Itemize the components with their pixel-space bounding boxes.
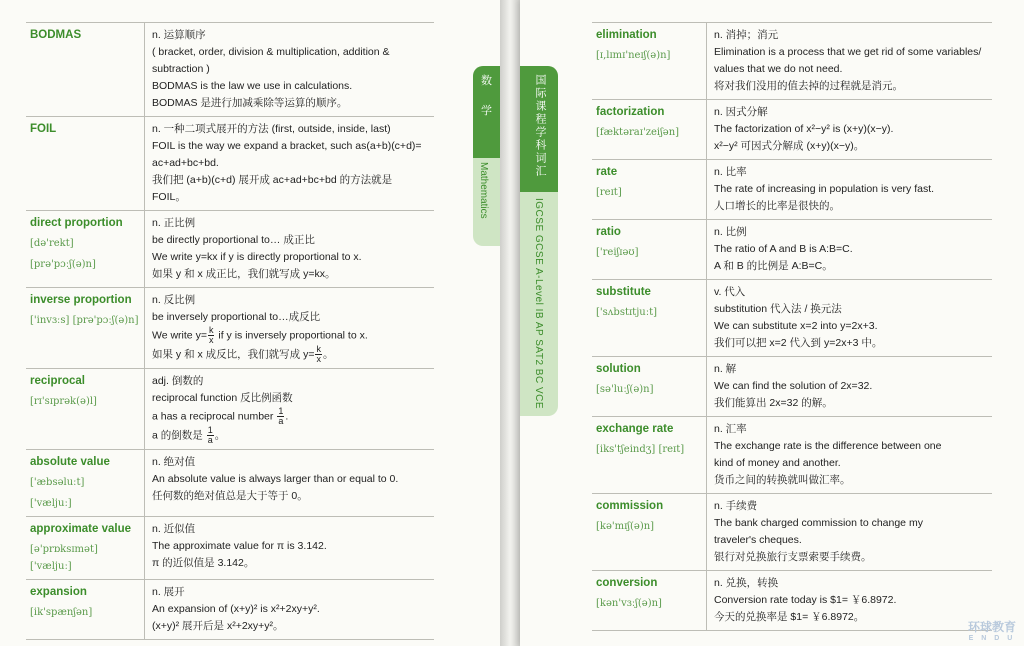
- vocab-entry: [592, 22, 992, 100]
- definition-line: substitution 代入法 / 换元法: [714, 303, 842, 315]
- vocab-word: BODMAS: [30, 29, 82, 41]
- vocab-word: solution: [596, 363, 641, 375]
- vocab-pronunciation: [reɪt]: [596, 187, 622, 198]
- definition-line: be inversely proportional to…成反比: [152, 311, 321, 323]
- vocab-pos-meaning: v. 代入: [714, 286, 746, 298]
- definition-line: We can find the solution of 2x=32.: [714, 380, 873, 392]
- vocab-pronunciation: ['reiʃɪəʊ]: [596, 247, 639, 258]
- vocab-pronunciation: [sə'luːʃ(ə)n]: [596, 384, 654, 395]
- definition-line: ac+ad+bc+bd.: [152, 157, 219, 169]
- vocab-entry: [26, 580, 434, 640]
- definition-line: x²−y² 可因式分解成 (x+y)(x−y)。: [714, 140, 865, 152]
- definition-line: 我们可以把 x=2 代入到 y=2x+3 中。: [714, 337, 883, 349]
- fraction-numerator: k: [316, 344, 321, 354]
- definition-line: (x+y)² 展开后是 x²+2xy+y²。: [152, 620, 284, 632]
- definition-line: A 和 B 的比例是 A:B=C。: [714, 260, 833, 272]
- vocab-term: [592, 571, 706, 630]
- vocab-word: substitute: [596, 286, 651, 298]
- vocab-pronunciation: [ɪ,lɪmɪ'neɪʃ(ə)n]: [596, 50, 671, 61]
- fraction-line: [152, 345, 428, 364]
- vocab-word: commission: [596, 500, 664, 512]
- vocab-pronunciation: [prə'pɔːʃ(ə)n]: [30, 259, 96, 270]
- fraction-line: [152, 326, 428, 345]
- subject-tab-en: Mathematics: [478, 162, 489, 219]
- definition-line: BODMAS 是进行加减乘除等运算的顺序。: [152, 97, 348, 109]
- vocab-term: [592, 494, 706, 570]
- left-vocab-table: [26, 22, 434, 640]
- fraction-post: 。: [322, 348, 334, 361]
- fraction-pre: a 的倒数是: [152, 429, 206, 442]
- vocab-pos-meaning: n. 手续费: [714, 500, 758, 512]
- fraction-pre: a has a reciprocal number: [152, 410, 277, 423]
- vocab-pronunciation: [rɪ'sɪprək(ə)l]: [30, 396, 97, 407]
- definition-line: FOIL is the way we expand a bracket, such as(a+b)(c+d)=: [152, 140, 422, 152]
- fraction-post: if y is inversely proportional to x.: [215, 329, 368, 342]
- vocab-entry: [26, 288, 434, 369]
- vocab-term: [26, 288, 144, 368]
- vocab-pos-meaning: n. 比例: [714, 226, 747, 238]
- vocab-term: [592, 160, 706, 219]
- vocab-definition: [706, 571, 992, 630]
- vocab-pronunciation: ['æbsəluːt]: [30, 477, 85, 488]
- vocab-word: inverse proportion: [30, 294, 132, 306]
- vocab-pos-meaning: n. 比率: [714, 166, 747, 178]
- vocab-definition: [144, 450, 434, 516]
- definition-line: 我们能算出 2x=32 的解。: [714, 397, 833, 409]
- vocab-definition: [706, 160, 992, 219]
- vocab-pos-meaning: n. 汇率: [714, 423, 747, 435]
- definition-line: π 的近似值是 3.142。: [152, 557, 255, 569]
- vocab-pos-meaning: n. 因式分解: [714, 106, 768, 118]
- vocab-definition: [706, 494, 992, 570]
- vocab-entry: [592, 494, 992, 571]
- definition-line: The exchange rate is the difference between one: [714, 440, 942, 452]
- vocab-word: absolute value: [30, 456, 110, 468]
- definition-line: Conversion rate today is $1= ￥6.8972.: [714, 594, 897, 606]
- vocab-term: [26, 23, 144, 116]
- subject-tab-zh-char: 学: [481, 105, 492, 117]
- definition-line: The rate of increasing in population is very fast.: [714, 183, 935, 195]
- vocab-term: [26, 369, 144, 449]
- vocab-pos-meaning: n. 正比例: [152, 217, 196, 229]
- glossary-tab[interactable]: [520, 66, 558, 416]
- vocab-pos-meaning: n. 展开: [152, 586, 185, 598]
- vocab-pos-meaning: adj. 倒数的: [152, 375, 204, 387]
- vocab-pos-meaning: n. 一种二项式展开的方法 (first, outside, inside, last): [152, 123, 391, 135]
- vocab-definition: [144, 23, 434, 116]
- vocab-word: elimination: [596, 29, 657, 41]
- definition-line: 任何数的绝对值总是大于等于 0。: [152, 490, 308, 502]
- vocab-definition: [144, 517, 434, 579]
- definition-line: be directly proportional to… 成正比: [152, 234, 315, 246]
- vocab-pronunciation: [ik'spænʃən]: [30, 607, 93, 618]
- watermark-sub: E N D U: [968, 635, 1016, 642]
- vocab-pronunciation: ['væljuː]: [30, 498, 72, 509]
- vocab-entry: [592, 220, 992, 280]
- definition-line: 人口增长的比率是很快的。: [714, 200, 840, 212]
- vocab-pos-meaning: n. 解: [714, 363, 737, 375]
- vocab-pronunciation: [fæktəraɪ'zeiʃən]: [596, 127, 680, 138]
- definition-line: kind of money and another.: [714, 457, 841, 469]
- vocab-pronunciation: [iks'tʃeindʒ] [reɪt]: [596, 444, 685, 455]
- definition-line: 今天的兑换率是 $1= ￥6.8972。: [714, 611, 865, 623]
- vocab-definition: [706, 417, 992, 493]
- vocab-word: approximate value: [30, 523, 131, 535]
- exam-list: IGCSE GCSE A-Level IB AP SAT2 BC VCE: [533, 198, 544, 410]
- vocab-entry: [592, 357, 992, 417]
- vocab-word: expansion: [30, 586, 87, 598]
- fraction-numerator: k: [208, 325, 214, 335]
- definition-line: Elimination is a process that we get rid of some variables/: [714, 46, 982, 58]
- vocab-pronunciation: [ə'prɒksɪmət] ['væljuː]: [30, 544, 98, 572]
- fraction: [207, 426, 214, 445]
- watermark-logo: [968, 618, 1016, 642]
- vocab-definition: [144, 369, 434, 449]
- definition-line: The bank charged commission to change my: [714, 517, 923, 529]
- fraction-line: [152, 407, 428, 426]
- vocab-pos-meaning: n. 近似值: [152, 523, 196, 535]
- definition-line: 银行对兑换旅行支票索要手续费。: [714, 551, 872, 563]
- vocab-word: direct proportion: [30, 217, 123, 229]
- vocab-word: FOIL: [30, 123, 57, 135]
- fraction: [277, 407, 284, 426]
- fraction-line: [152, 426, 428, 445]
- fraction-pre: 如果 y 和 x 成反比，我们就写成 y=: [152, 348, 315, 361]
- vocab-pronunciation: [kə'mɪʃ(ə)n]: [596, 521, 655, 532]
- vocab-pronunciation: ['invɜːs] [prə'pɔːʃ(ə)n]: [30, 315, 139, 326]
- vocab-term: [26, 117, 144, 210]
- vocab-definition: [144, 117, 434, 210]
- fraction-denominator: a: [278, 416, 284, 426]
- vocab-definition: [706, 280, 992, 356]
- definition-line: ( bracket, order, division & multiplication, addition &: [152, 46, 390, 58]
- fraction-denominator: x: [208, 335, 214, 345]
- definition-line: We write y=kx if y is directly proportional to x.: [152, 251, 362, 263]
- vocab-pronunciation: [də'rekt]: [30, 238, 74, 249]
- definition-line: An expansion of (x+y)² is x²+2xy+y².: [152, 603, 320, 615]
- vocab-definition: [706, 23, 992, 99]
- definition-line: traveler's cheques.: [714, 534, 802, 546]
- fraction-denominator: x: [316, 354, 321, 364]
- definition-line: An absolute value is always larger than or equal to 0.: [152, 473, 399, 485]
- definition-line: The approximate value for π is 3.142.: [152, 540, 327, 552]
- vocab-entry: [26, 517, 434, 580]
- vocab-term: [592, 417, 706, 493]
- fraction: [315, 345, 322, 364]
- watermark-main: 环球教育: [967, 620, 1016, 634]
- definition-line: 如果 y 和 x 成正比，我们就写成 y=kx。: [152, 268, 336, 280]
- left-page: [0, 0, 500, 646]
- vocab-term: [592, 357, 706, 416]
- fraction-pre: We write y=: [152, 329, 207, 342]
- fraction-post: .: [285, 410, 289, 423]
- definition-line: reciprocal function 反比例函数: [152, 392, 293, 404]
- vocab-term: [26, 580, 144, 639]
- vocab-entry: [592, 100, 992, 160]
- vocab-definition: [144, 580, 434, 639]
- vocab-entry: [26, 117, 434, 211]
- fraction-denominator: a: [207, 435, 213, 445]
- vocab-term: [26, 211, 144, 287]
- subject-tab-zh: [473, 66, 500, 158]
- vocab-definition: [144, 211, 434, 287]
- vocab-word: ratio: [596, 226, 621, 238]
- vocab-definition: [706, 100, 992, 159]
- fraction-numerator: 1: [207, 425, 213, 435]
- vocab-entry: [592, 417, 992, 494]
- fraction-post: 。: [214, 429, 226, 442]
- definition-line: We can substitute x=2 into y=2x+3.: [714, 320, 878, 332]
- subject-tab-mathematics[interactable]: [473, 66, 500, 246]
- definition-line: subtraction ): [152, 63, 210, 75]
- glossary-tab-title-box: [520, 66, 558, 192]
- vocab-pos-meaning: n. 运算顺序: [152, 29, 206, 41]
- vocab-term: [26, 517, 144, 579]
- vocab-definition: [144, 288, 434, 368]
- vocab-term: [592, 23, 706, 99]
- definition-line: The ratio of A and B is A:B=C.: [714, 243, 853, 255]
- vocab-pos-meaning: n. 兑换，转换: [714, 577, 779, 589]
- vocab-pos-meaning: n. 绝对值: [152, 456, 196, 468]
- vocab-entry: [592, 280, 992, 357]
- vocab-pronunciation: ['sʌbstɪtjuːt]: [596, 307, 658, 318]
- definition-line: 货币之间的转换就叫做汇率。: [714, 474, 851, 486]
- vocab-entry: [26, 211, 434, 288]
- vocab-word: rate: [596, 166, 618, 178]
- vocab-definition: [706, 220, 992, 279]
- definition-line: The factorization of x²−y² is (x+y)(x−y).: [714, 123, 894, 135]
- subject-tab-zh-char: 数: [481, 75, 492, 87]
- vocab-term: [592, 100, 706, 159]
- vocab-pos-meaning: n. 反比例: [152, 294, 196, 306]
- vocab-entry: [592, 160, 992, 220]
- right-page: [520, 0, 1024, 646]
- definition-line: 我们把 (a+b)(c+d) 展开成 ac+ad+bc+bd 的方法就是 FOIL。: [152, 174, 393, 203]
- vocab-word: reciprocal: [30, 375, 85, 387]
- vocab-word: exchange rate: [596, 423, 674, 435]
- vocab-pronunciation: [kən'vɜːʃ(ə)n]: [596, 598, 662, 609]
- vocab-entry: [26, 450, 434, 517]
- right-vocab-table: [592, 22, 992, 631]
- definition-line: values that we do not need.: [714, 63, 843, 75]
- definition-line: BODMAS is the law we use in calculations.: [152, 80, 353, 92]
- fraction-numerator: 1: [278, 406, 284, 416]
- vocab-term: [592, 280, 706, 356]
- vocab-pos-meaning: n. 消掉；消元: [714, 29, 779, 41]
- vocab-term: [592, 220, 706, 279]
- vocab-word: factorization: [596, 106, 665, 118]
- vocab-term: [26, 450, 144, 516]
- vocab-entry: [26, 22, 434, 117]
- book-gutter: [500, 0, 520, 646]
- fraction: [208, 326, 215, 345]
- vocab-entry: [26, 369, 434, 450]
- glossary-tab-title: 国际课程学科词汇: [534, 74, 546, 178]
- vocab-entry: [592, 571, 992, 631]
- vocab-definition: [706, 357, 992, 416]
- vocab-word: conversion: [596, 577, 658, 589]
- definition-line: 将对我们没用的值去掉的过程就是消元。: [714, 80, 903, 92]
